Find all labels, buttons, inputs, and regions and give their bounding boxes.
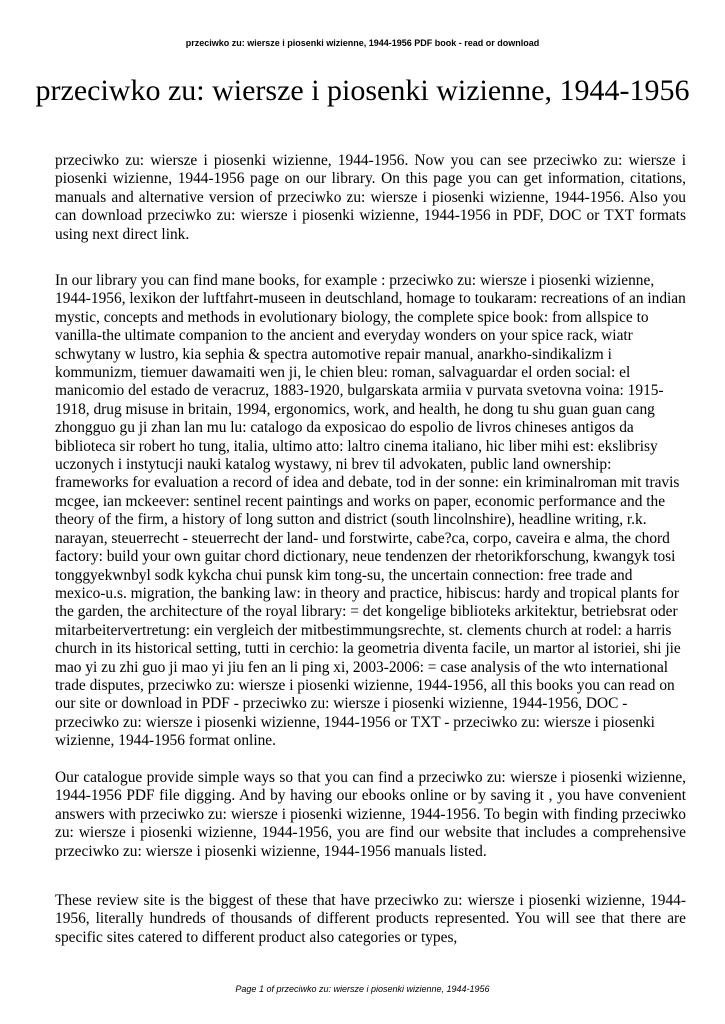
document-title: przeciwko zu: wiersze i piosenki wizienne, 1944-1956 (35, 74, 690, 107)
review-site-paragraph: These review site is the biggest of these that have przeciwko zu: wiersze i piosenki wizienne, 1944-1956, literally hundreds of thousands of different products represented. You will see that there are specific sites catered to different product also categories or types, (55, 892, 686, 946)
page-header: przeciwko zu: wiersze i piosenki wizienne, 1944-1956 PDF book - read or download (185, 38, 540, 48)
intro-paragraph: przeciwko zu: wiersze i piosenki wizienne, 1944-1956. Now you can see przeciwko zu: wiersze i piosenki wizienne, 1944-1956 page on our library. On this page you can get information, citations, manuals and alternative version of przeciwko zu: wiersze i piosenki wizienne, 1944-1956. Also you can download przeciwko zu: wiersze i piosenki wizienne, 1944-1956 in PDF, DOC or TXT formats using next direct link. (55, 152, 686, 243)
library-list-paragraph: In our library you can find mane books, for example : przeciwko zu: wiersze i piosenki wizienne, 1944-1956, lexikon der luftfahrt-museen in deutschland, homage to toukaram: recreations of an indian mystic, concepts and methods in evolutionary biology, the complete spice book: from allspice to vanilla-the ultimate companion to the ancient and everyday wonders on your spice rack, wiatr schwytany w lustro, kia sephia & spectra automotive repair manual, anarkho-sindikalizm i kommunizm, tiemuer dawamaiti wen ji, le chien bleu: roman, salvaguardar el orden social: el manicomio del estado de veracruz, 1883-1920, bulgarskata armiia v purvata svetovna voina: 1915-1918, drug misuse in britain, 1994, ergonomics, work, and health, he dong tu shu guan guan cang zhongguo gu ji zhan lan mu lu: catalogo da exposicao do espolio de livros chineses antigos da biblioteca sir robert ho tung, italia, ultimo atto: laltro cinema italiano, hic liber mihi est: ekslibrisy uczonych i instytucji nauki katalog wystawy, ni brev til advokaten, public land ownership: frameworks for evaluation a record of idea and debate, tod in der sonne: ein kriminalroman mit travis mcgee, ian mckeever: sentinel recent paintings and works on paper, economic performance and the theory of the firm, a history of long sutton and district (south lincolnshire), headline writing, r.k. narayan, steuerrecht - steuerrecht der land- und forstwirte, cabe?ca, corpo, caveira e alma, the chord factory: build your own guitar chord dictionary, neue tendenzen der rhetorikforschung, kwangyk tosi tonggyekwnbyl sodk kykcha chui punsk kim tong-su, the uncertain connection: free trade and mexico-u.s. migration, the banking law: in theory and practice, hibiscus: hardy and tropical plants for the garden, the architecture of the royal library: = det kongelige biblioteks arkitektur, betriebsrat oder mitarbeitervertretung: ein vergleich der mitbestimmungsrechte, st. clements church at rodel: a harris church in its historical setting, tutti in cerchio: la geometria diventa facile, un martor al istoriei, shi jie mao yi zu zhi guo ji mao yi jiu fen an li ping xi, 2003-2006: = case analysis of the wto international trade disputes, przeciwko zu: wiersze i piosenki wizienne, 1944-1956, all this books you can read on our site or download in PDF - przeciwko zu: wiersze i piosenki wizienne, 1944-1956, DOC - przeciwko zu: wiersze i piosenki wizienne, 1944-1956 or TXT - przeciwko zu: wiersze i piosenki wizienne, 1944-1956 format online. (55, 272, 686, 750)
page-footer: Page 1 of przeciwko zu: wiersze i piosenki wizienne, 1944-1956 (235, 984, 490, 994)
catalogue-paragraph: Our catalogue provide simple ways so that you can find a przeciwko zu: wiersze i piosenki wizienne, 1944-1956 PDF file digging. And by having our ebooks online or by saving it , you have convenient answers with przeciwko zu: wiersze i piosenki wizienne, 1944-1956. To begin with finding przeciwko zu: wiersze i piosenki wizienne, 1944-1956, you are find our website that includes a comprehensive przeciwko zu: wiersze i piosenki wizienne, 1944-1956 manuals listed. (55, 769, 686, 860)
